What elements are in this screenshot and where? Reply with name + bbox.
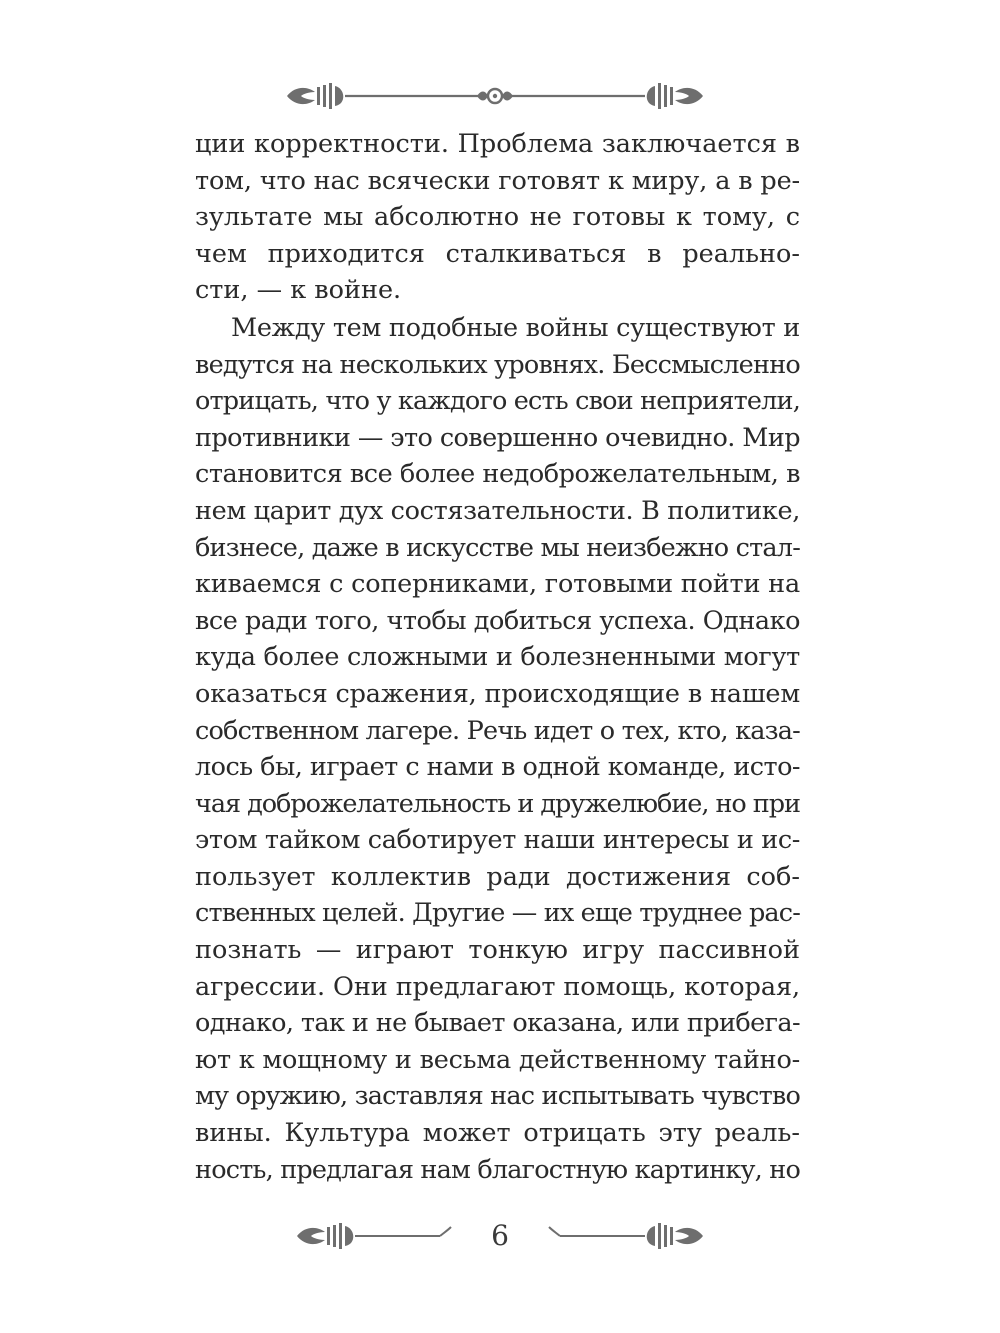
footer-flourish-left-icon [295, 1216, 455, 1256]
text-line: вины. Культура может отрицать эту реаль- [195, 1118, 800, 1149]
text-line: лось бы, играет с нами в одной команде, исто- [195, 752, 801, 783]
text-line: агрессии. Они предлагают помощь, которая, [195, 971, 801, 1002]
text-line: ют к мощному и весьма действенному тайно- [195, 1044, 800, 1075]
text-line: собственном лагере. Речь идет о тех, кто, каза- [195, 715, 800, 746]
text-line: отрицать, что у каждого есть свои неприятели, [195, 386, 801, 417]
text-line: том, что нас всячески готовят к миру, а в ре- [195, 165, 800, 196]
text-line: нем царит дух состязательности. В политике, [195, 495, 801, 526]
text-line: ции корректности. Проблема заключается в [195, 129, 800, 159]
text-line: Между тем подобные войны существуют и [231, 312, 800, 343]
text-line: чая доброжелательность и дружелюбие, но при [195, 788, 800, 819]
text-line: сти, — к войне. [195, 275, 402, 306]
page-number: 6 [491, 1219, 509, 1252]
text-line: ведутся на нескольких уровнях. Бессмысленно [195, 349, 800, 380]
text-line: ственных целей. Другие — их еще труднее рас- [195, 898, 800, 929]
text-line: противники — это совершенно очевидно. Мир [195, 422, 800, 453]
text-line: зультате мы абсолютно не готовы к тому, с [195, 202, 800, 233]
text-line: чем приходится сталкиваться в реально- [195, 238, 800, 269]
text-line: киваемся с соперниками, готовыми пойти на [195, 569, 800, 600]
page-footer [295, 1216, 705, 1256]
text-line: бизнесе, даже в искусстве мы неизбежно стал- [195, 532, 801, 563]
text-line: все ради того, чтобы добиться успеха. Однако [195, 605, 800, 636]
text-line: однако, так и не бывает оказана, или прибега- [195, 1008, 800, 1039]
header-ornament-icon [285, 78, 705, 114]
text-line: му оружию, заставляя нас испытывать чувство [195, 1081, 800, 1112]
text-line: становится все более недоброжелательным, в [195, 459, 801, 490]
footer-flourish-right-icon [545, 1216, 705, 1256]
text-line: оказаться сражения, происходящие в нашем [195, 678, 800, 709]
text-line: куда более сложными и болезненными могут [195, 642, 800, 673]
text-line: ность, предлагая нам благостную картинку, но [195, 1154, 800, 1185]
text-line: пользует коллектив ради достижения соб- [195, 861, 800, 892]
text-line: этом тайком саботирует наши интересы и ис- [195, 825, 800, 856]
text-line: познать — играют тонкую игру пассивной [195, 935, 800, 966]
body-text [195, 126, 800, 1188]
